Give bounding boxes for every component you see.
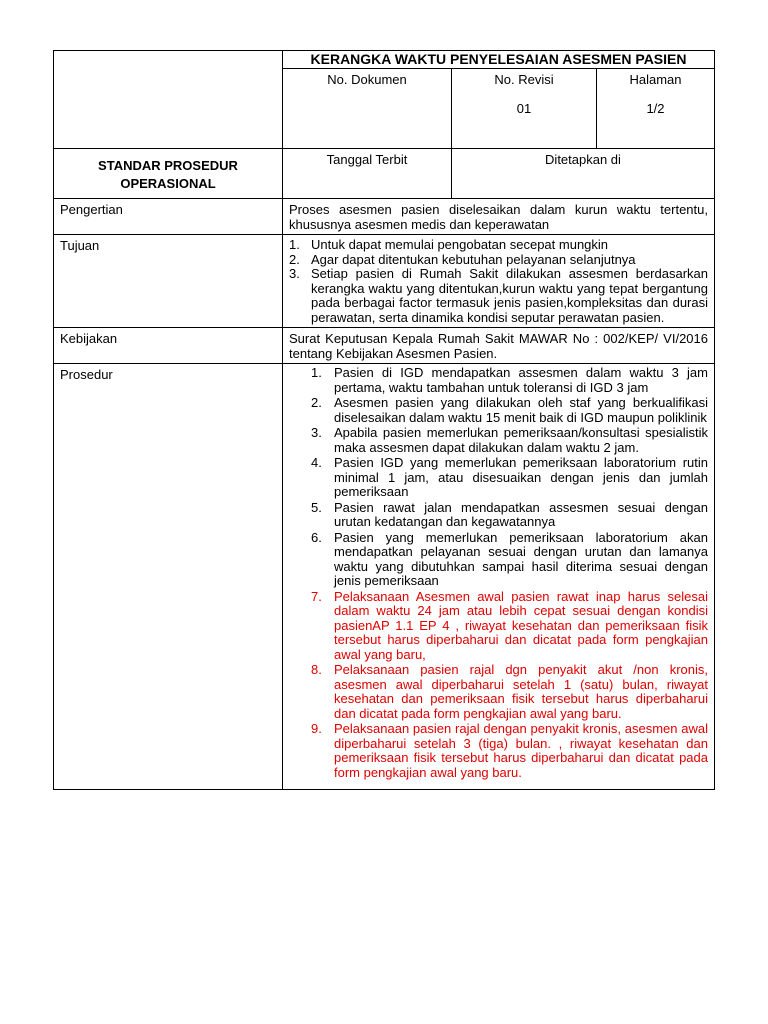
halaman-label: Halaman bbox=[629, 72, 682, 87]
prosedur-list bbox=[311, 366, 708, 780]
no-dokumen-cell bbox=[283, 69, 452, 149]
pengertian-label: Pengertian bbox=[54, 199, 283, 235]
list-item: 3. Apabila pasien memerlukan pemeriksaan/konsultasi spesialistik maka assesmen dapat dilakukan dalam waktu 2 jam. bbox=[311, 425, 708, 455]
list-item: 1. Untuk dapat memulai pengobatan secepat mungkin bbox=[289, 237, 609, 252]
kebijakan-text: Surat Keputusan Kepala Rumah Sakit MAWAR No : 002/KEP/ VI/2016 tentang Kebijakan Asesmen Pasien. bbox=[283, 328, 715, 364]
tujuan-list bbox=[289, 238, 708, 325]
tujuan-label: Tujuan bbox=[54, 235, 283, 328]
no-revisi-cell bbox=[452, 69, 597, 149]
sop-table bbox=[53, 50, 715, 790]
list-item: 5. Pasien rawat jalan mendapatkan assesmen sesuai dengan urutan kedatangan dan kegawatannya bbox=[311, 499, 708, 529]
list-item: 3. Setiap pasien di Rumah Sakit dilakukan assesmen berdasarkan kerangka waktu yang ditentukan,kurun waktu yang tepat bergantung pada berbagai factor termasuk jenis pasien,kompleksitas dan durasi perawatan, serta dinamika kondisi seputar perawatan pasien. bbox=[289, 266, 708, 325]
tujuan-cell bbox=[283, 235, 715, 328]
list-item-highlighted: 9. Pelaksanaan pasien rajal dengan penyakit kronis, asesmen awal diperbaharui setelah 3 (tiga) bulan. , riwayat kesehatan dan pemeriksaan fisik tersebut harus diperbaharui dan dicatat pada form pengkajian awal yang baru. bbox=[311, 721, 708, 780]
prosedur-cell bbox=[283, 364, 715, 790]
prosedur-label: Prosedur bbox=[54, 364, 283, 790]
sop-document bbox=[53, 50, 714, 790]
halaman-value: 1/2 bbox=[646, 101, 665, 116]
list-item: 2. Asesmen pasien yang dilakukan oleh staf yang berkualifikasi diselesaikan dalam waktu 15 menit baik di IGD maupun poliklinik bbox=[311, 395, 708, 425]
logo-cell bbox=[54, 51, 283, 149]
list-item: 2. Agar dapat ditentukan kebutuhan pelayanan selanjutnya bbox=[289, 251, 636, 267]
list-item-highlighted: 7. Pelaksanaan Asesmen awal pasien rawat inap harus selesai dalam waktu 24 jam atau lebih cepat sesuai dengan kondisi pasienAP 1.1 EP 4 , riwayat kesehatan dan pemeriksaan fisik tersebut harus diperbaharui dan dicatat pada form pengkajian awal yang baru, bbox=[311, 588, 708, 662]
list-item: 1. Pasien di IGD mendapatkan assesmen dalam waktu 3 jam pertama, waktu tambahan untuk toleransi di IGD 3 jam bbox=[311, 365, 708, 395]
kebijakan-label: Kebijakan bbox=[54, 328, 283, 364]
halaman-cell bbox=[597, 69, 715, 149]
list-item: 4. Pasien IGD yang memerlukan pemeriksaan laboratorium rutin minimal 1 jam, atau disesuaikan dengan jenis dan jumlah pemeriksaan bbox=[311, 455, 708, 499]
no-revisi-label: No. Revisi bbox=[494, 72, 554, 87]
no-revisi-value: 01 bbox=[516, 101, 532, 116]
list-item-highlighted: 8. Pelaksanaan pasien rajal dgn penyakit akut /non kronis, asesmen awal diperbaharui setelah 1 (satu) bulan, riwayat kesehatan dan pemeriksaan fisik tersebut harus diperbaharui dan dicatat pada form pengkajian awal yang baru. bbox=[311, 662, 708, 721]
sop-label: STANDAR PROSEDUR OPERASIONAL bbox=[54, 149, 283, 199]
no-dokumen-label: No. Dokumen bbox=[327, 72, 407, 87]
pengertian-text: Proses asesmen pasien diselesaikan dalam kurun waktu tertentu, khususnya asesmen medis dan keperawatan bbox=[283, 199, 715, 235]
tanggal-terbit-label: Tanggal Terbit bbox=[283, 149, 452, 199]
document-title: KERANGKA WAKTU PENYELESAIAN ASESMEN PASIEN bbox=[283, 51, 715, 69]
list-item: 6. Pasien yang memerlukan pemeriksaan laboratorium akan mendapatkan pelayanan sesuai dengan urutan dan lamanya waktu yang dibutuhkan sampai hasil diterima sesuai dengan jenis pemeriksaan bbox=[311, 529, 708, 588]
ditetapkan-label: Ditetapkan di bbox=[452, 149, 715, 199]
